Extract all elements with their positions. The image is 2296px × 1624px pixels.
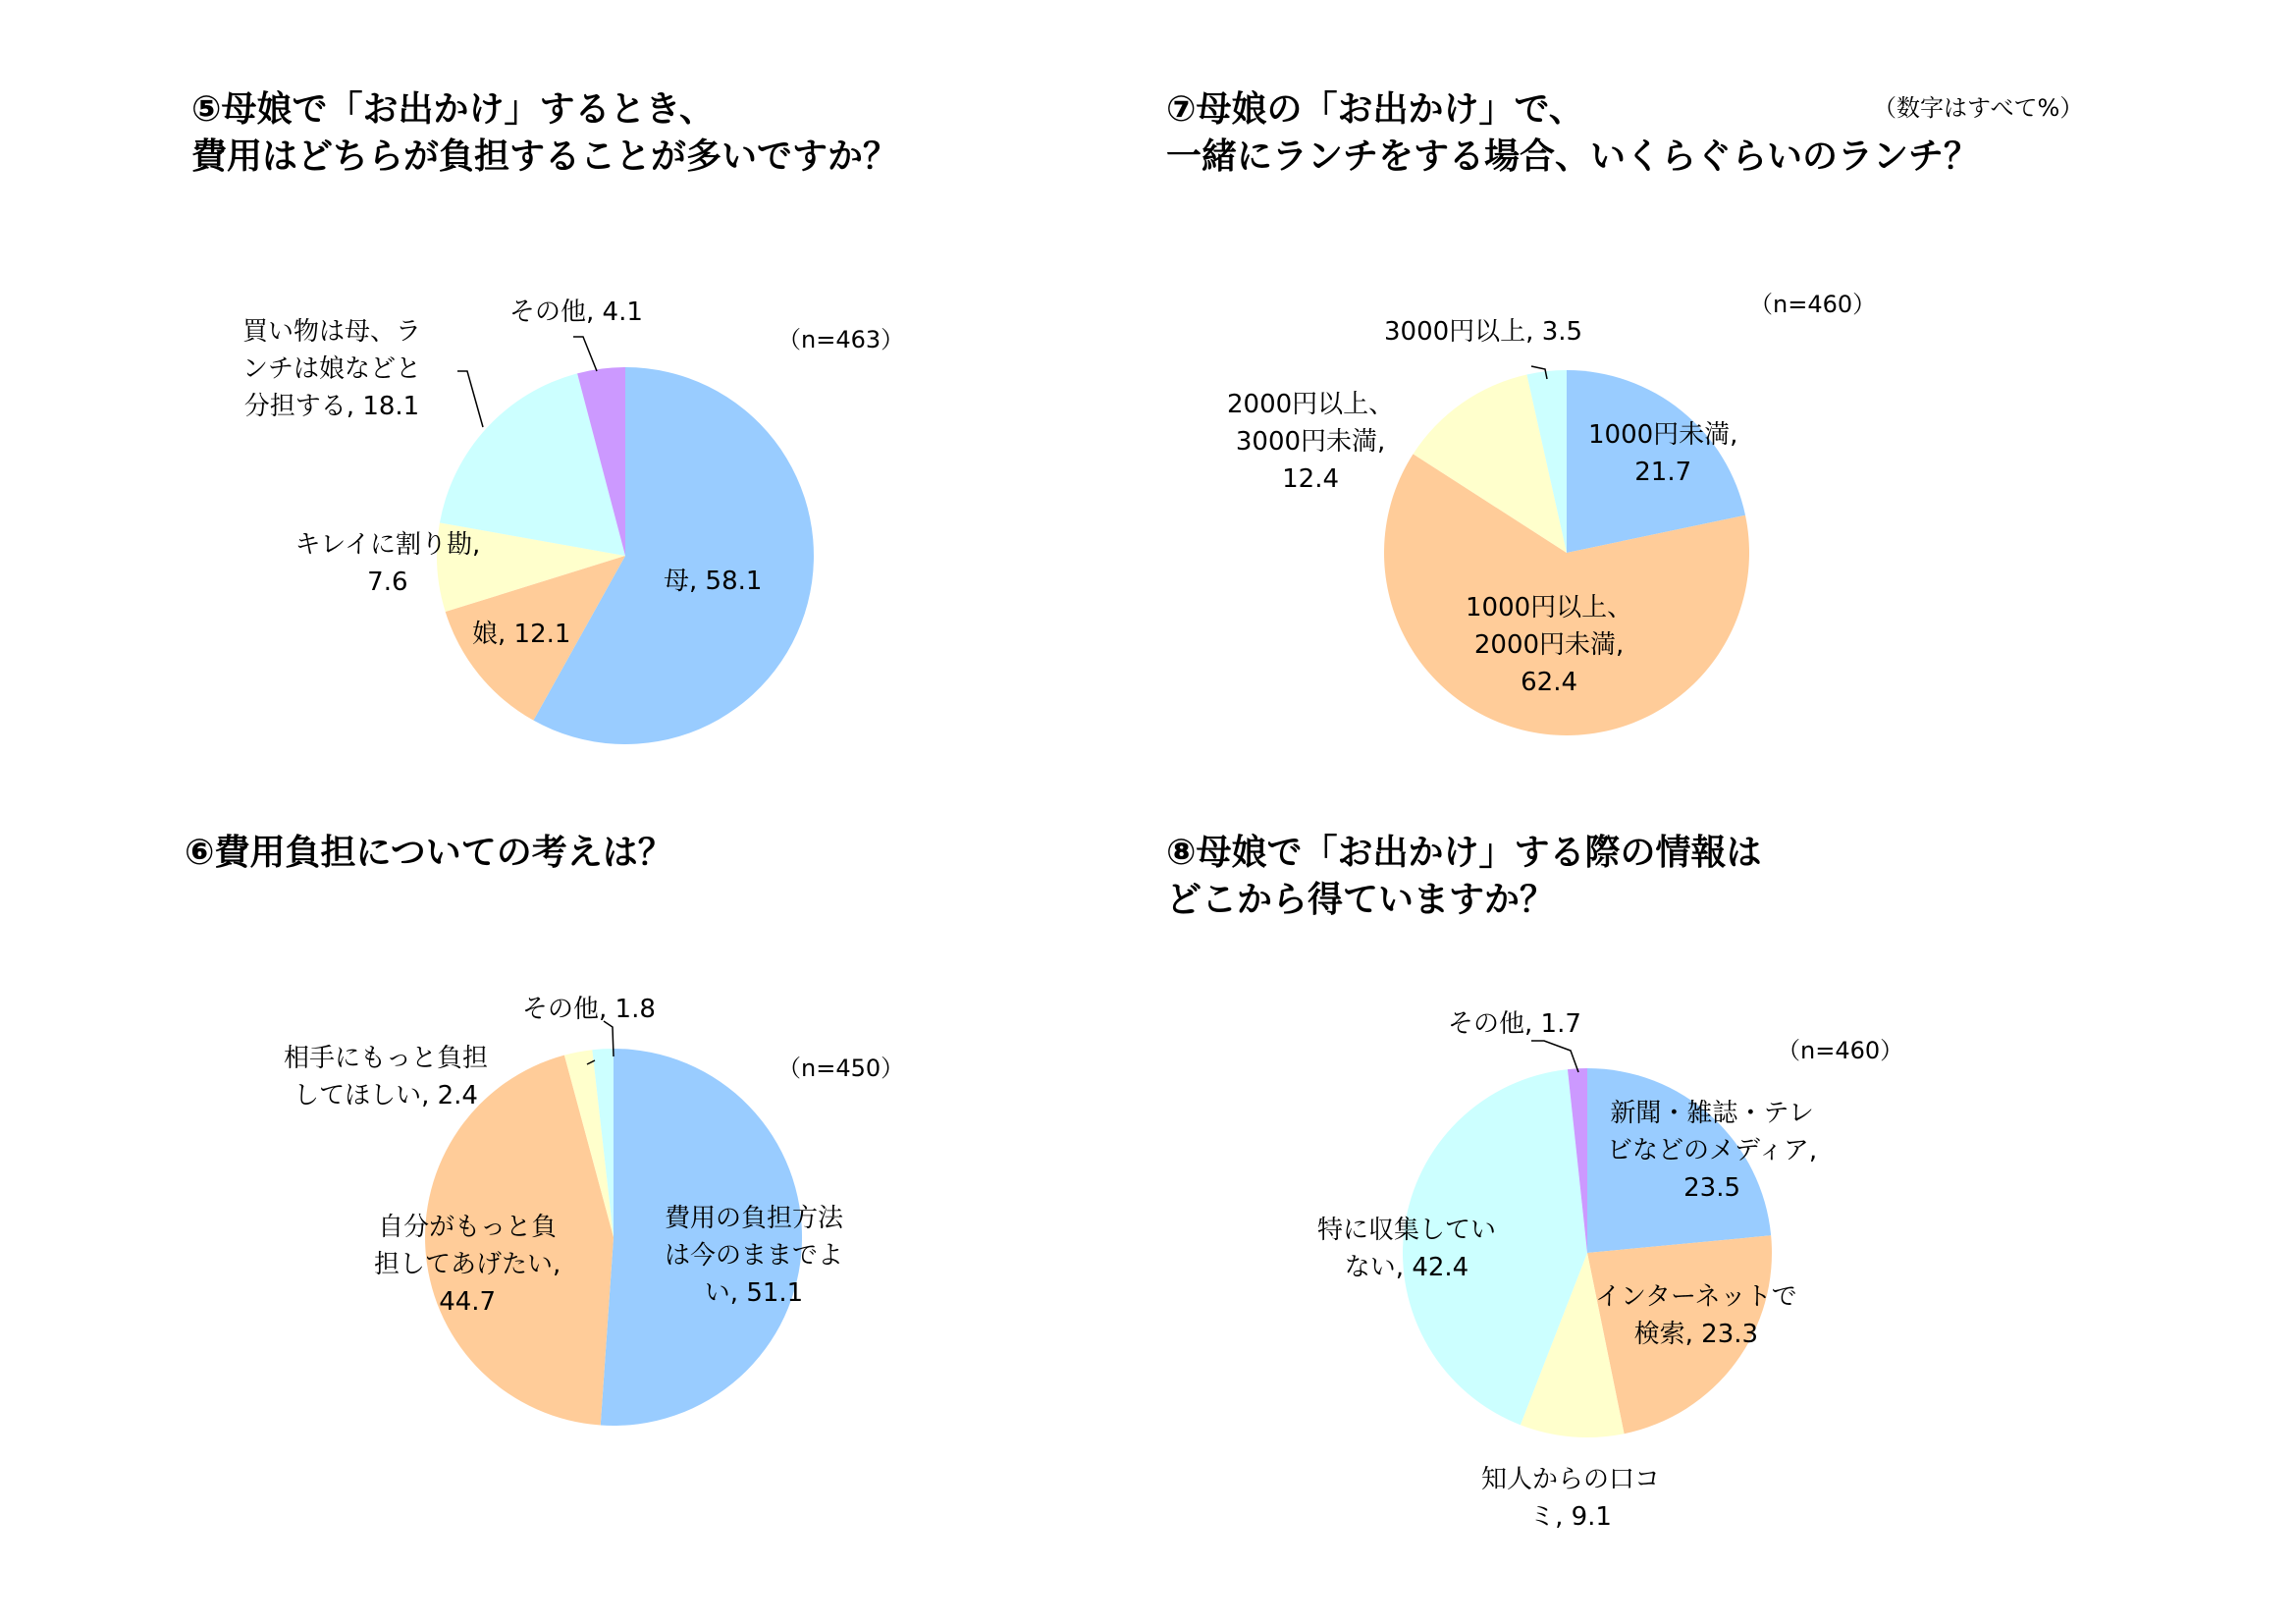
chart-2-slice-3-label-line-2: してほしい, 2.4 bbox=[294, 1081, 478, 1110]
chart-1-slice-2-label-line-1: 娘, 12.1 bbox=[472, 620, 571, 649]
chart-3-slice-2-label-line-2: 2000円未満, bbox=[1473, 630, 1625, 660]
chart-1-slice-1-label-line-1: 母, 58.1 bbox=[664, 567, 763, 596]
chart-4-title-line-2: どこから得ていますか？ bbox=[1166, 880, 1556, 920]
chart-1-leader-line-4 bbox=[457, 371, 483, 427]
chart-2-slice-1-label-line-3: い, 51.1 bbox=[704, 1278, 804, 1308]
chart-4-slice-5-label bbox=[1448, 1005, 1581, 1043]
chart-1-slice-3-label-line-2: 7.6 bbox=[367, 568, 408, 597]
chart-3-slice-4-label bbox=[1384, 313, 1582, 351]
chart-3-slice-3-label-line-3: 12.4 bbox=[1282, 464, 1340, 494]
chart-4-slice-4-label bbox=[1317, 1212, 1496, 1286]
chart-3-sample-size: （n=460） bbox=[1749, 291, 1877, 318]
chart-2-slice-4-label bbox=[522, 991, 656, 1028]
chart-1-pie bbox=[437, 337, 814, 744]
chart-1-slice-4-label-line-1: 買い物は母、ラ bbox=[242, 317, 422, 347]
chart-4-slice-4-label-line-1: 特に収集してい bbox=[1317, 1216, 1497, 1245]
chart-1-slice-4-label-line-2: ンチは娘などと bbox=[242, 354, 422, 384]
chart-1-title-line-2: 費用はどちらが負担することが多いですか？ bbox=[191, 136, 899, 177]
chart-3-slice-3-label-line-1: 2000円以上、 bbox=[1227, 390, 1395, 419]
chart-2-slice-2-label-line-1: 自分がもっと負 bbox=[378, 1213, 558, 1242]
units-note: （数字はすべて%） bbox=[1873, 94, 2084, 122]
chart-3-slice-2-label bbox=[1466, 589, 1632, 701]
chart-1-leader-line-5 bbox=[573, 337, 597, 371]
chart-1-slice-1-label bbox=[664, 563, 762, 600]
chart-2-title-line-1: ⑥費用負担についての考えは？ bbox=[185, 833, 673, 873]
chart-4-slice-2-label bbox=[1595, 1278, 1797, 1353]
chart-3-slice-2-label-line-3: 62.4 bbox=[1521, 668, 1578, 697]
chart-4-slice-1-label-line-3: 23.5 bbox=[1683, 1173, 1741, 1203]
chart-4-slice-1-label bbox=[1607, 1095, 1817, 1207]
chart-4-slice-3-label-line-2: ミ, 9.1 bbox=[1529, 1502, 1612, 1532]
chart-3-slice-3-label bbox=[1227, 386, 1394, 498]
chart-1-slice-3-label bbox=[295, 526, 481, 601]
chart-4-leader-line-5 bbox=[1531, 1041, 1578, 1072]
chart-3-slice-2-label-line-1: 1000円以上、 bbox=[1466, 593, 1633, 623]
chart-2-slice-1-label-line-1: 費用の負担方法 bbox=[665, 1204, 844, 1233]
chart-1-title-line-1: ⑤母娘で「お出かけ」するとき、 bbox=[191, 89, 716, 130]
chart-2-slice-2-label-line-3: 44.7 bbox=[439, 1287, 497, 1317]
chart-2-slice-3-label-line-1: 相手にもっと負担 bbox=[284, 1044, 489, 1073]
chart-1-slice-4-label-line-3: 分担する, 18.1 bbox=[243, 392, 420, 421]
chart-1-slice-5-label bbox=[509, 294, 643, 331]
chart-3-slice-3-label-line-2: 3000円未満, bbox=[1235, 427, 1386, 457]
chart-4-slice-2-label-line-2: 検索, 23.3 bbox=[1633, 1320, 1759, 1349]
chart-4-title-line-1: ⑧母娘で「お出かけ」する際の情報は bbox=[1166, 833, 1762, 873]
chart-2-slice-1-label-line-2: は今のままでよ bbox=[665, 1241, 844, 1271]
chart-2-slice-2-label-line-2: 担してあげたい, bbox=[374, 1250, 561, 1279]
chart-3-slice-1-label-line-2: 21.7 bbox=[1634, 458, 1692, 487]
chart-1-slice-4-label bbox=[242, 313, 421, 425]
chart-3-slice-1-label bbox=[1588, 416, 1737, 491]
chart-3-slice-4-label-line-1: 3000円以上, 3.5 bbox=[1384, 317, 1583, 347]
chart-4-slice-2-label-line-1: インターネットで bbox=[1595, 1282, 1797, 1312]
chart-2-slice-4-label-line-1: その他, 1.8 bbox=[522, 995, 656, 1024]
chart-4-slice-1-label-line-1: 新聞・雑誌・テレ bbox=[1610, 1099, 1814, 1128]
chart-1-slice-5-label-line-1: その他, 4.1 bbox=[509, 298, 643, 327]
chart-4-slice-3-label-line-1: 知人からの口コ bbox=[1481, 1465, 1661, 1494]
chart-2-slice-3-label bbox=[284, 1040, 488, 1114]
chart-1-sample-size: （n=463） bbox=[777, 326, 905, 353]
chart-2-sample-size: （n=450） bbox=[777, 1055, 905, 1082]
chart-4-sample-size: （n=460） bbox=[1777, 1037, 1904, 1064]
chart-2-slice-2-label bbox=[374, 1209, 561, 1321]
chart-2-slice-1-label bbox=[665, 1200, 843, 1312]
chart-4-slice-1-label-line-2: ビなどのメディア, bbox=[1607, 1136, 1818, 1165]
chart-4-slice-5-label-line-1: その他, 1.7 bbox=[1448, 1009, 1581, 1039]
chart-3-slice-1-label-line-1: 1000円未満, bbox=[1588, 420, 1738, 450]
chart-3-title-line-2: 一緒にランチをする場合、いくらぐらいのランチ？ bbox=[1166, 136, 1980, 177]
chart-1-slice-2-label bbox=[472, 616, 570, 653]
chart-3-title-line-1: ⑦母娘の「お出かけ」で、 bbox=[1166, 89, 1584, 130]
chart-4-slice-4-label-line-2: ない, 42.4 bbox=[1344, 1253, 1469, 1282]
chart-1-slice-3-label-line-1: キレイに割り勘, bbox=[294, 530, 481, 560]
chart-4-slice-3-label bbox=[1481, 1461, 1660, 1536]
